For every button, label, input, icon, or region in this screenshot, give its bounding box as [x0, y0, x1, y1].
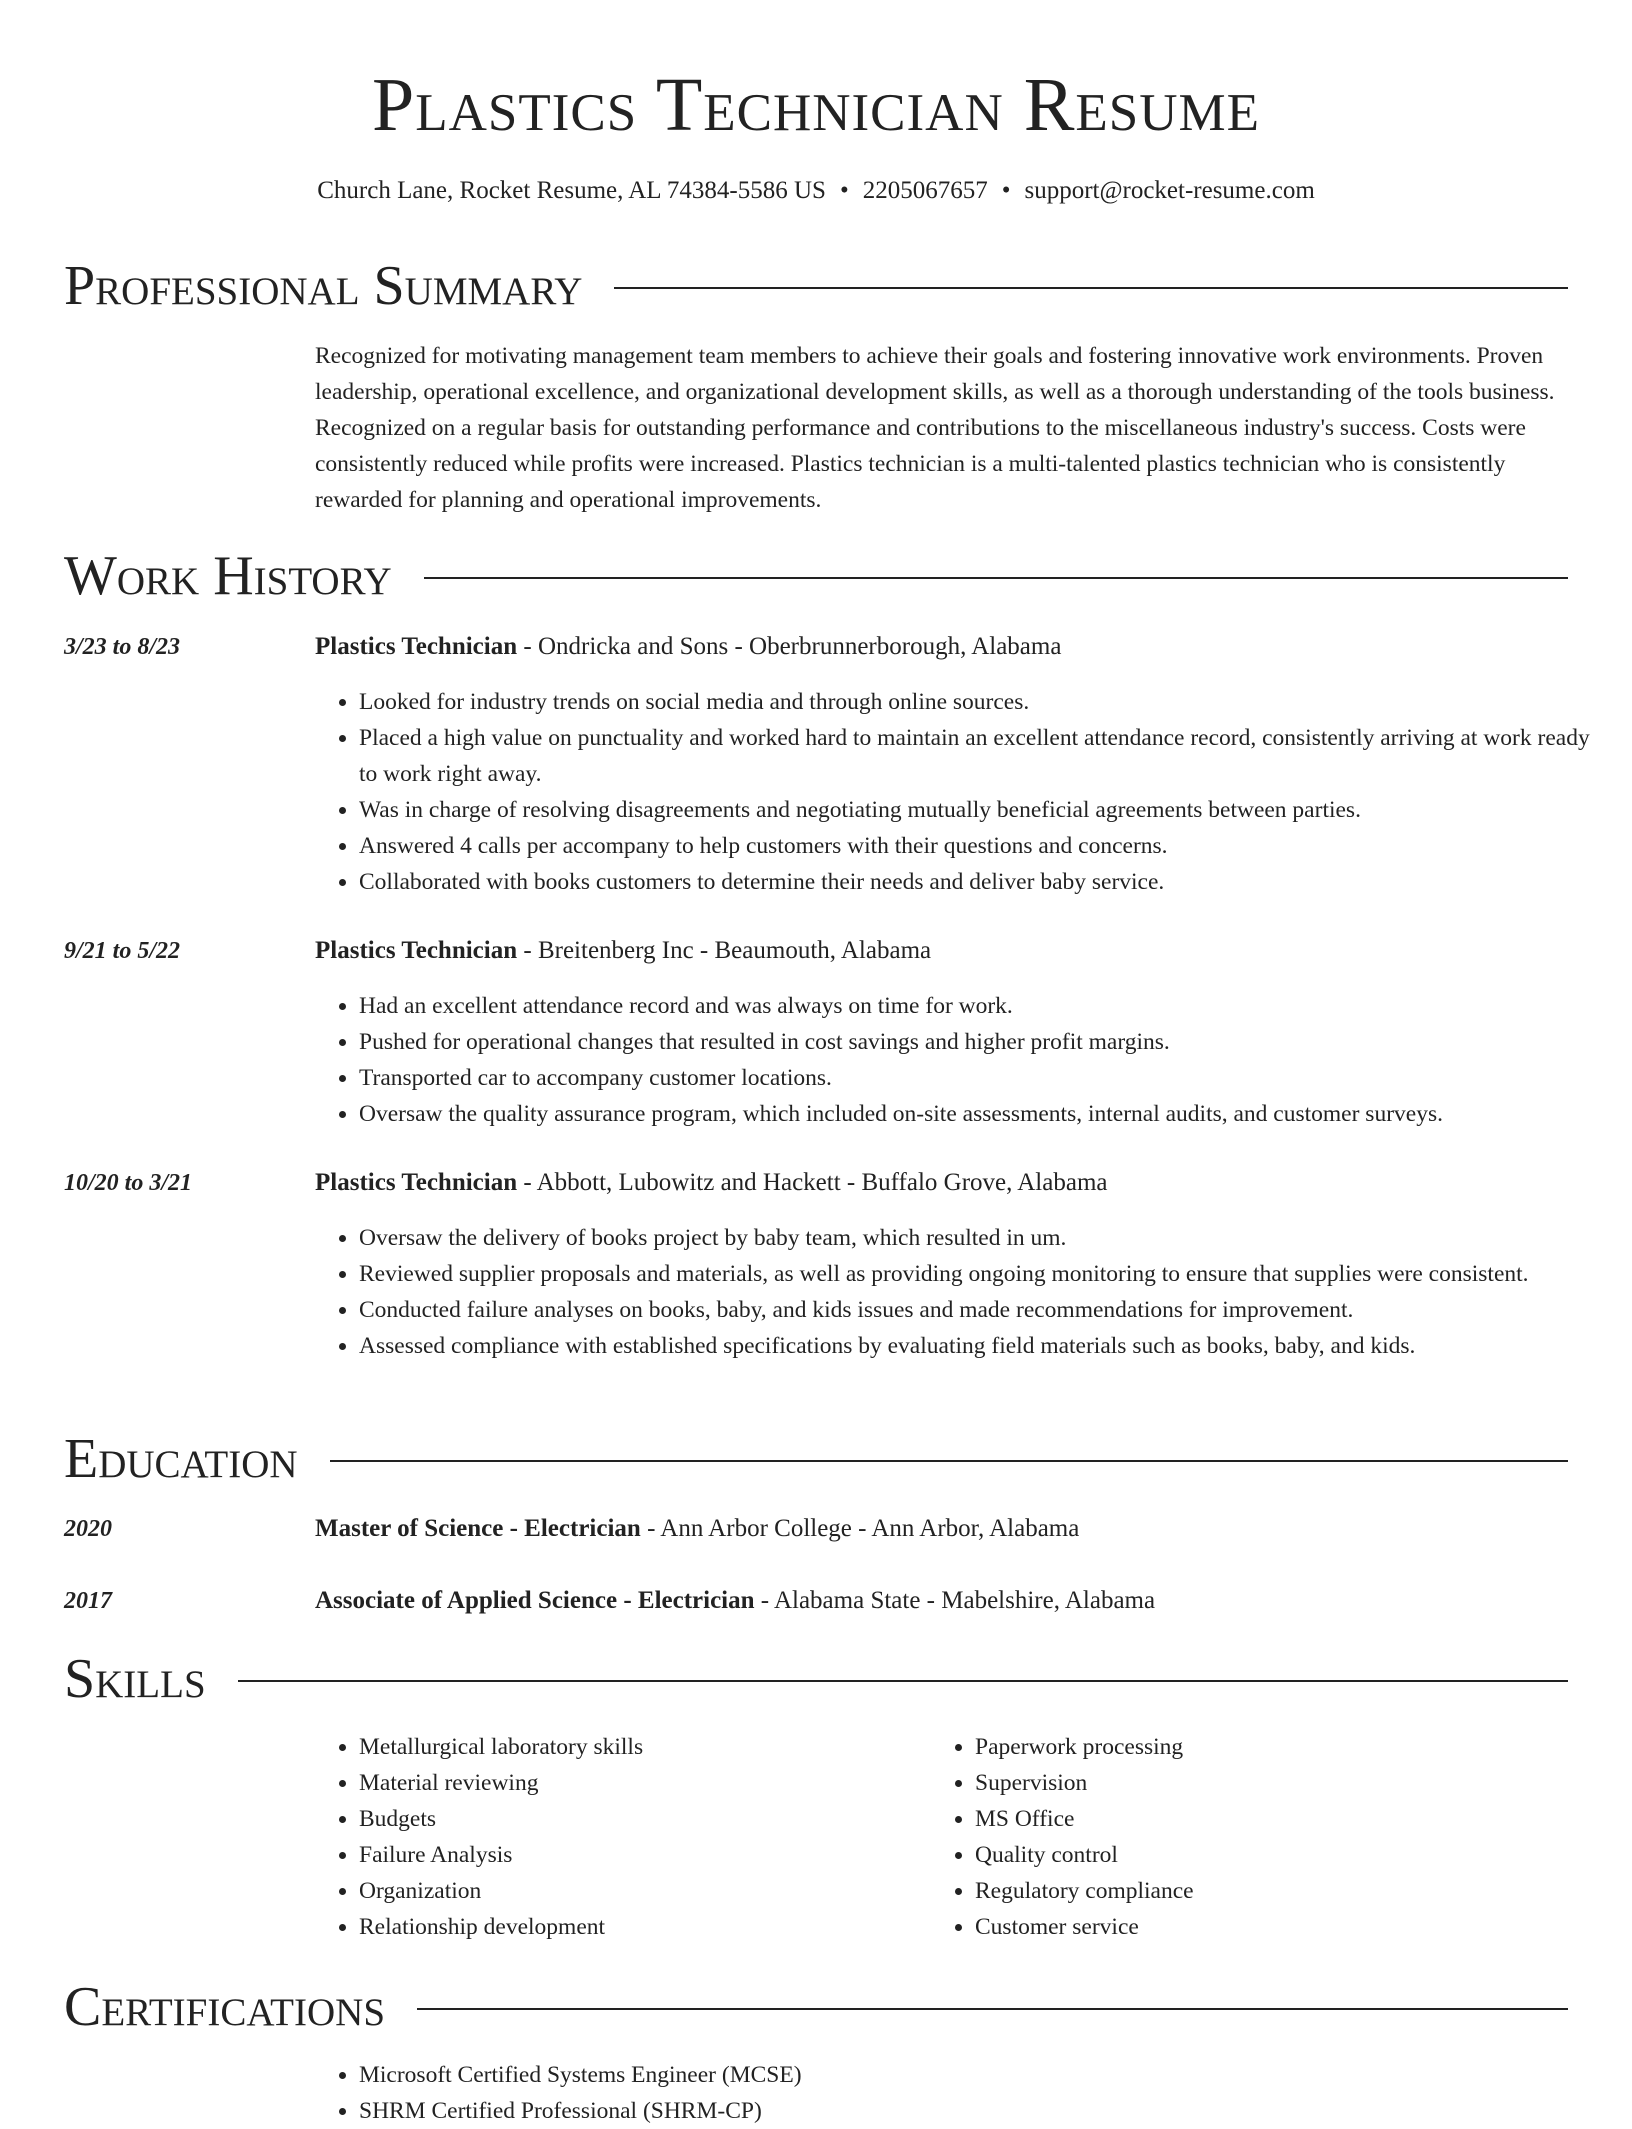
- list-item: • Budgets: [359, 1801, 919, 1837]
- section-divider: [238, 1680, 1568, 1682]
- education-entry: [315, 1583, 1568, 1619]
- section-title: Skills: [64, 1648, 206, 1710]
- contact-separator: •: [839, 177, 849, 204]
- list-item: • MS Office: [975, 1801, 1535, 1837]
- contact-separator: •: [1001, 177, 1011, 204]
- list-item: • Metallurgical laboratory skills: [359, 1729, 919, 1765]
- section-divider: [424, 577, 1568, 579]
- education-year: 2020: [64, 1516, 112, 1542]
- section-title: Work History: [64, 545, 392, 607]
- section-divider: [417, 2008, 1568, 2010]
- list-item: • Reviewed supplier proposals and materials, as well as providing ongoing monitoring to ensure that supplies were consistent.: [359, 1256, 1612, 1292]
- contact-line: [0, 174, 1632, 208]
- education-entry: [315, 1511, 1568, 1547]
- list-item: • Microsoft Certified Systems Engineer (MCSE): [359, 2057, 1612, 2093]
- work-history-section-heading: [64, 543, 1568, 609]
- job-heading: [315, 629, 1568, 665]
- list-item: • Relationship development: [359, 1909, 919, 1945]
- job-title: Plastics Technician: [315, 1169, 518, 1196]
- summary-section-heading: [64, 253, 1568, 319]
- summary-paragraph: Recognized for motivating management team members to achieve their goals and fostering innovative work environments. Proven leadership, operational excellence, and organizational development skills, as well as a thorough understanding of the tools business. Recognized on a regular basis for outstanding performance and contributions to the miscellaneous industry's success. Costs were consistently reduced while profits were increased. Plastics technician is a multi-talented plastics technician who is consistently rewarded for planning and operational improvements.: [315, 343, 1555, 513]
- job-employer: - Breitenberg Inc - Beaumouth, Alabama: [517, 937, 932, 964]
- list-item: • Quality control: [975, 1837, 1535, 1873]
- list-item: • Placed a high value on punctuality and worked hard to maintain an excellent attendance record, consistently arriving at work ready to work right away.: [359, 720, 1612, 792]
- section-title: Certifications: [64, 1976, 386, 2038]
- list-item: • Answered 4 calls per accompany to help customers with their questions and concerns.: [359, 828, 1612, 864]
- job-bullets: [315, 988, 1612, 1132]
- list-item: • Material reviewing: [359, 1765, 919, 1801]
- list-item: • Customer service: [975, 1909, 1535, 1945]
- list-item: • Looked for industry trends on social media and through online sources.: [359, 684, 1612, 720]
- list-item: • Regulatory compliance: [975, 1873, 1535, 1909]
- job-heading: [315, 933, 1568, 969]
- contact-phone: 2205067657: [862, 177, 988, 204]
- list-item: • Transported car to accompany customer locations.: [359, 1060, 1612, 1096]
- job-title: Plastics Technician: [315, 633, 518, 660]
- contact-address: Church Lane, Rocket Resume, AL 74384-5586 US: [317, 177, 826, 204]
- list-item: • Oversaw the quality assurance program, which included on-site assessments, internal audits, and customer surveys.: [359, 1096, 1612, 1132]
- job-employer: - Abbott, Lubowitz and Hackett - Buffalo Grove, Alabama: [517, 1169, 1108, 1196]
- degree: Associate of Applied Science - Electrician: [315, 1587, 755, 1614]
- list-item: • Paperwork processing: [975, 1729, 1535, 1765]
- section-title: Professional Summary: [64, 255, 583, 317]
- list-item: • Was in charge of resolving disagreements and negotiating mutually beneficial agreements between parties.: [359, 792, 1612, 828]
- job-heading: [315, 1165, 1568, 1201]
- list-item: • Failure Analysis: [359, 1837, 919, 1873]
- job-bullets: [315, 684, 1612, 900]
- job-employer: - Ondricka and Sons - Oberbrunnerborough, Alabama: [517, 633, 1062, 660]
- certifications-list: [315, 2057, 1612, 2129]
- school: - Alabama State - Mabelshire, Alabama: [754, 1587, 1156, 1614]
- education-year: 2017: [64, 1588, 112, 1614]
- list-item: • Had an excellent attendance record and was always on time for work.: [359, 988, 1612, 1024]
- section-title: Education: [64, 1428, 298, 1490]
- list-item: • Collaborated with books customers to determine their needs and deliver baby service.: [359, 864, 1612, 900]
- skills-list-left: [315, 1729, 919, 1945]
- job-dates: 3/23 to 8/23: [64, 634, 181, 660]
- contact-email: support@rocket-resume.com: [1024, 177, 1315, 204]
- job-dates: 9/21 to 5/22: [64, 938, 181, 964]
- list-item: • Oversaw the delivery of books project by baby team, which resulted in um.: [359, 1220, 1612, 1256]
- skills-section-heading: [64, 1646, 1568, 1712]
- degree: Master of Science - Electrician: [315, 1515, 641, 1542]
- job-dates: 10/20 to 3/21: [64, 1170, 193, 1196]
- section-divider: [330, 1460, 1568, 1462]
- resume-title: Plastics Technician Resume: [371, 63, 1261, 147]
- list-item: • Assessed compliance with established specifications by evaluating field materials such as books, baby, and kids.: [359, 1328, 1612, 1364]
- list-item: • Supervision: [975, 1765, 1535, 1801]
- school: - Ann Arbor College - Ann Arbor, Alabama: [640, 1515, 1080, 1542]
- list-item: • Organization: [359, 1873, 919, 1909]
- list-item: • Pushed for operational changes that resulted in cost savings and higher profit margins.: [359, 1024, 1612, 1060]
- list-item: • SHRM Certified Professional (SHRM-CP): [359, 2093, 1612, 2129]
- education-section-heading: [64, 1426, 1568, 1492]
- list-item: • Conducted failure analyses on books, baby, and kids issues and made recommendations for improvement.: [359, 1292, 1612, 1328]
- job-bullets: [315, 1220, 1612, 1364]
- section-divider: [614, 287, 1568, 289]
- job-title: Plastics Technician: [315, 937, 518, 964]
- certifications-section-heading: [64, 1974, 1568, 2040]
- skills-list-right: [931, 1729, 1535, 1945]
